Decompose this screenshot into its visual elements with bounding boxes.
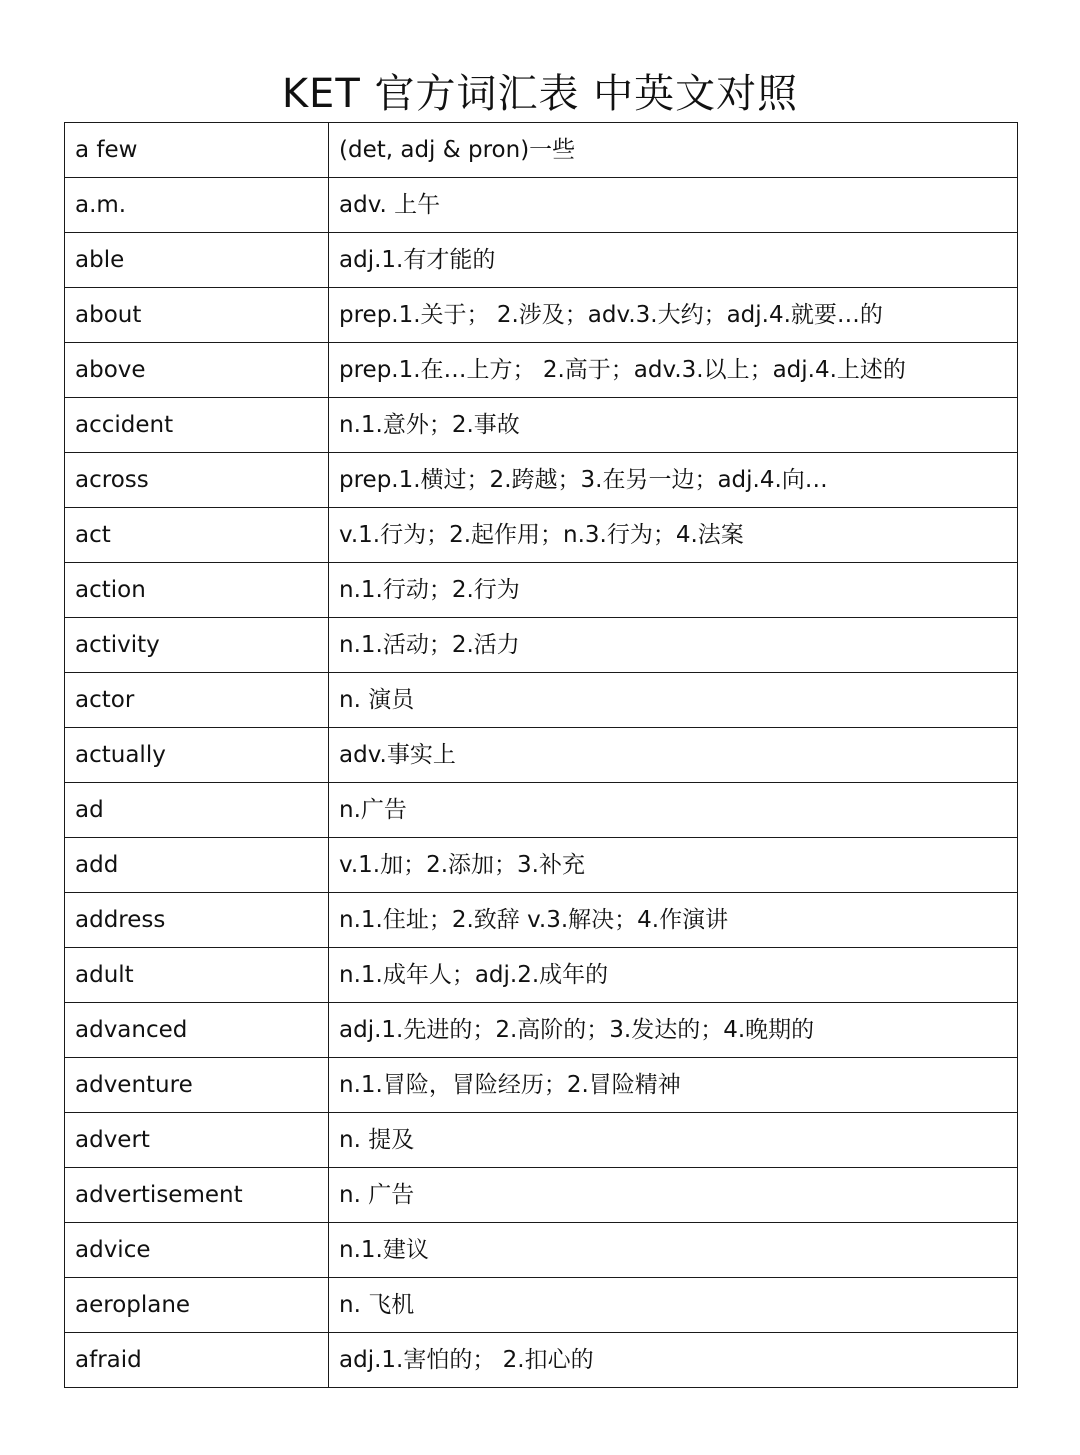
definition-cell: n. 广告 [329, 1168, 1018, 1223]
definition-cell: n.1.意外；2.事故 [329, 398, 1018, 453]
table-row [65, 563, 1018, 618]
table-row [65, 398, 1018, 453]
definition-cell: v.1.行为；2.起作用；n.3.行为；4.法案 [329, 508, 1018, 563]
definition-cell: n.1.建议 [329, 1223, 1018, 1278]
word-cell: action [65, 563, 329, 618]
table-row [65, 1003, 1018, 1058]
definition-cell: n.广告 [329, 783, 1018, 838]
table-row [65, 728, 1018, 783]
word-cell: add [65, 838, 329, 893]
table-row [65, 948, 1018, 1003]
table-row [65, 1223, 1018, 1278]
definition-cell: n.1.行动；2.行为 [329, 563, 1018, 618]
word-cell: activity [65, 618, 329, 673]
word-cell: about [65, 288, 329, 343]
definition-cell: n. 提及 [329, 1113, 1018, 1168]
definition-cell: v.1.加；2.添加；3.补充 [329, 838, 1018, 893]
word-cell: advert [65, 1113, 329, 1168]
table-row [65, 618, 1018, 673]
table-row [65, 233, 1018, 288]
definition-cell: adj.1.害怕的； 2.扣心的 [329, 1333, 1018, 1388]
word-cell: able [65, 233, 329, 288]
definition-cell: adj.1.先进的；2.高阶的；3.发达的；4.晚期的 [329, 1003, 1018, 1058]
table-row [65, 178, 1018, 233]
definition-cell: prep.1.横过；2.跨越；3.在另一边；adj.4.向… [329, 453, 1018, 508]
table-row [65, 123, 1018, 178]
word-cell: actually [65, 728, 329, 783]
word-cell: advertisement [65, 1168, 329, 1223]
word-cell: above [65, 343, 329, 398]
word-cell: adventure [65, 1058, 329, 1113]
table-row [65, 1058, 1018, 1113]
page-title: KET 官方词汇表 中英文对照 [281, 71, 799, 117]
word-cell: accident [65, 398, 329, 453]
word-cell: afraid [65, 1333, 329, 1388]
definition-cell: prep.1.关于； 2.涉及；adv.3.大约；adj.4.就要…的 [329, 288, 1018, 343]
table-row [65, 783, 1018, 838]
table-row [65, 288, 1018, 343]
table-row [65, 508, 1018, 563]
definition-cell: (det, adj & pron)一些 [329, 123, 1018, 178]
definition-cell: adv.事实上 [329, 728, 1018, 783]
definition-cell: n. 飞机 [329, 1278, 1018, 1333]
word-cell: across [65, 453, 329, 508]
word-cell: a.m. [65, 178, 329, 233]
word-cell: address [65, 893, 329, 948]
table-row [65, 1168, 1018, 1223]
vocabulary-table [64, 122, 1018, 1388]
table-row [65, 1113, 1018, 1168]
definition-cell: n.1.活动；2.活力 [329, 618, 1018, 673]
table-row [65, 673, 1018, 728]
word-cell: a few [65, 123, 329, 178]
table-row [65, 838, 1018, 893]
definition-cell: prep.1.在…上方； 2.高于；adv.3.以上；adj.4.上述的 [329, 343, 1018, 398]
word-cell: advanced [65, 1003, 329, 1058]
definition-cell: n.1.成年人；adj.2.成年的 [329, 948, 1018, 1003]
definition-cell: n. 演员 [329, 673, 1018, 728]
definition-cell: adv. 上午 [329, 178, 1018, 233]
word-cell: actor [65, 673, 329, 728]
vocabulary-table-body [65, 123, 1018, 1388]
table-row [65, 1333, 1018, 1388]
definition-cell: n.1.住址；2.致辞 v.3.解决；4.作演讲 [329, 893, 1018, 948]
word-cell: ad [65, 783, 329, 838]
word-cell: act [65, 508, 329, 563]
table-row [65, 343, 1018, 398]
definition-cell: n.1.冒险，冒险经历；2.冒险精神 [329, 1058, 1018, 1113]
table-row [65, 893, 1018, 948]
table-row [65, 453, 1018, 508]
word-cell: aeroplane [65, 1278, 329, 1333]
word-cell: adult [65, 948, 329, 1003]
table-row [65, 1278, 1018, 1333]
definition-cell: adj.1.有才能的 [329, 233, 1018, 288]
word-cell: advice [65, 1223, 329, 1278]
